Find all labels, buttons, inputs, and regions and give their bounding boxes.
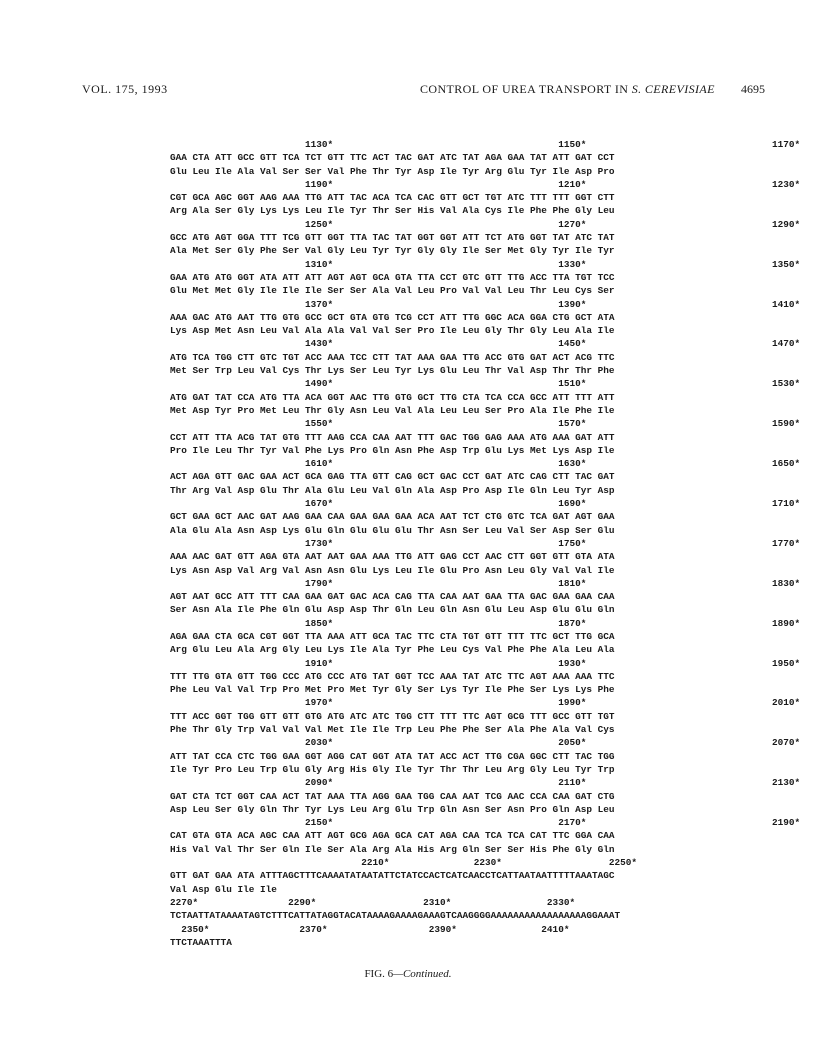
position-marker-line: 1790* 1810* 1830* (170, 577, 801, 589)
amino-acid-line: Phe Thr Gly Trp Val Val Val Met Ile Ile Trp Leu Phe Phe Ser Ala Phe Ala Val Cys (170, 724, 615, 736)
running-title (420, 82, 715, 97)
position-marker-line: 1850* 1870* 1890* (170, 617, 801, 629)
amino-acid-line: Lys Asp Met Asn Leu Val Ala Ala Val Val Ser Pro Ile Leu Gly Thr Gly Leu Ala Ile (170, 325, 615, 337)
nucleotide-line: AAA GAC ATG AAT TTG GTG GCC GCT GTA GTG TCG CCT ATT TTG GGC ACA GGA CTG GCT ATA (170, 311, 615, 323)
nucleotide-line: AGT AAT GCC ATT TTT CAA GAA GAT GAC ACA CAG TTA CAA AAT GAA TTA GAC GAA GAA CAA (170, 591, 615, 603)
figure-label: FIG. 6 (364, 968, 394, 980)
position-marker-line: 1670* 1690* 1710* (170, 498, 801, 510)
amino-acid-line: Lys Asn Asp Val Arg Val Asn Asn Glu Lys Leu Ile Glu Pro Asn Leu Gly Val Val Ile (170, 564, 615, 576)
amino-acid-line: Ala Glu Ala Asn Asp Lys Glu Gln Glu Glu Glu Thr Asn Ser Leu Val Ser Asp Ser Glu (170, 524, 615, 536)
position-marker-line: 1490* 1510* 1530* (170, 378, 801, 390)
position-marker-line: 1550* 1570* 1590* (170, 418, 801, 430)
position-marker-line: 1130* 1150* 1170* (170, 139, 801, 150)
figure-caption (0, 968, 816, 980)
position-marker-line: 1430* 1450* 1470* (170, 338, 801, 350)
amino-acid-line: Asp Leu Ser Gly Gln Thr Tyr Lys Leu Arg Glu Trp Gln Asn Ser Asn Pro Gln Asp Leu (170, 803, 615, 815)
nucleotide-line: GAA ATG ATG GGT ATA ATT ATT AGT AGT GCA GTA TTA CCT GTC GTT TTG ACC TTA TGT TCC (170, 271, 615, 283)
position-marker-line: 1250* 1270* 1290* (170, 218, 801, 230)
position-marker-line: 1610* 1630* 1650* (170, 458, 801, 470)
nucleotide-line: CAT GTA GTA ACA AGC CAA ATT AGT GCG AGA GCA CAT AGA CAA TCA TCA CAT TTC GGA CAA (170, 830, 615, 842)
amino-acid-line: Glu Leu Ile Ala Val Ser Ser Val Phe Thr Tyr Asp Ile Tyr Arg Glu Tyr Ile Asp Pro (170, 165, 615, 177)
amino-acid-line: Pro Ile Leu Thr Tyr Val Phe Lys Pro Gln Asn Phe Asp Trp Glu Lys Met Lys Asp Ile (170, 444, 615, 456)
nucleotide-line: ATG GAT TAT CCA ATG TTA ACA GGT AAC TTG GTG GCT TTG CTA TCA CCA GCC ATT TTT ATT (170, 391, 615, 403)
amino-acid-line: Glu Met Met Gly Ile Ile Ile Ser Ser Ala Val Leu Pro Val Val Leu Thr Leu Cys Ser (170, 285, 615, 297)
amino-acid-line: Ile Tyr Pro Leu Trp Glu Gly Arg His Gly Ile Tyr Thr Thr Leu Arg Gly Leu Tyr Trp (170, 763, 615, 775)
position-marker-line: 1970* 1990* 2010* (170, 697, 801, 709)
nucleotide-line: GTT GAT GAA ATA ATTTAGCTTTCAAAATATAATATTCTATCCACTCATCAACCTCATTAATAATTTTTAAATAGC (170, 870, 615, 882)
nucleotide-line: TCTAATTATAAAATAGTCTTTCATTATAGGTACATAAAAGAAAAGAAAGTCAAGGGGAAAAAAAAAAAAAAAAAGGAAAT (170, 910, 621, 922)
nucleotide-line: ACT AGA GTT GAC GAA ACT GCA GAG TTA GTT CAG GCT GAC CCT GAT ATC CAG CTT TAC GAT (170, 471, 615, 483)
position-marker-line: 1730* 1750* 1770* (170, 537, 801, 549)
nucleotide-line: TTT TTG GTA GTT TGG CCC ATG CCC ATG TAT GGT TCC AAA TAT ATC TTC AGT AAA AAA TTC (170, 670, 615, 682)
sequence-figure (170, 138, 801, 949)
position-marker-line: 2030* 2050* 2070* (170, 737, 801, 749)
nucleotide-line: AAA AAC GAT GTT AGA GTA AAT AAT GAA AAA TTG ATT GAG CCT AAC CTT GGT GTT GTA ATA (170, 551, 615, 563)
amino-acid-line: Thr Arg Val Asp Glu Thr Ala Glu Leu Val Gln Ala Asp Pro Asp Ile Gln Leu Tyr Asp (170, 484, 615, 496)
position-marker-line: 1310* 1330* 1350* (170, 258, 801, 270)
nucleotide-line: ATG TCA TGG CTT GTC TGT ACC AAA TCC CTT TAT AAA GAA TTG ACC GTG GAT ACT ACG TTC (170, 351, 615, 363)
nucleotide-line: TTCTAAATTTA (170, 936, 232, 948)
nucleotide-line: CCT ATT TTA ACG TAT GTG TTT AAG CCA CAA AAT TTT GAC TGG GAG AAA ATG AAA GAT ATT (170, 431, 615, 443)
amino-acid-line: Met Asp Tyr Pro Met Leu Thr Gly Asn Leu Val Ala Leu Leu Ser Pro Ala Ile Phe Ile (170, 404, 615, 416)
position-marker-line: 1190* 1210* 1230* (170, 178, 801, 190)
figure-continued: —Continued. (393, 968, 452, 980)
amino-acid-line: Arg Glu Leu Ala Arg Gly Leu Lys Ile Ala Tyr Phe Leu Cys Val Phe Phe Ala Leu Ala (170, 644, 615, 656)
position-marker-line: 2350* 2370* 2390* 2410* (170, 923, 570, 935)
nucleotide-line: GCT GAA GCT AAC GAT AAG GAA CAA GAA GAA GAA ACA AAT TCT CTG GTC TCA GAT AGT GAA (170, 511, 615, 523)
position-marker-line: 1370* 1390* 1410* (170, 298, 801, 310)
nucleotide-line: TTT ACC GGT TGG GTT GTT GTG ATG ATC ATC TGG CTT TTT TTC AGT GCG TTT GCC GTT TGT (170, 710, 615, 722)
amino-acid-line: His Val Val Thr Ser Gln Ile Ser Ala Arg Ala His Arg Gln Ser Ser His Phe Gly Gln (170, 843, 615, 855)
position-marker-line: 2210* 2230* 2250* (170, 857, 637, 869)
page-number: 4695 (741, 82, 765, 96)
nucleotide-line: GAA CTA ATT GCC GTT TCA TCT GTT TTC ACT TAC GAT ATC TAT AGA GAA TAT ATT GAT CCT (170, 152, 615, 164)
amino-acid-line: Phe Leu Val Val Trp Pro Met Pro Met Tyr Gly Ser Lys Tyr Ile Phe Ser Lys Lys Phe (170, 684, 615, 696)
running-title-species: S. CEREVISIAE (631, 82, 715, 96)
journal-volume: VOL. 175, 1993 (82, 82, 168, 96)
position-marker-line: 2090* 2110* 2130* (170, 777, 801, 789)
position-marker-line: 1910* 1930* 1950* (170, 657, 801, 669)
running-title-prefix: CONTROL OF UREA TRANSPORT IN (420, 82, 632, 96)
nucleotide-line: ATT TAT CCA CTC TGG GAA GGT AGG CAT GGT ATA TAT ACC ACT TTG CGA GGC CTT TAC TGG (170, 750, 615, 762)
nucleotide-line: GAT CTA TCT GGT CAA ACT TAT AAA TTA AGG GAA TGG CAA AAT TCG AAC CCA CAA GAT CTG (170, 790, 615, 802)
position-marker-line: 2150* 2170* 2190* (170, 817, 801, 829)
position-marker-line: 2270* 2290* 2310* 2330* (170, 896, 576, 908)
amino-acid-line: Val Asp Glu Ile Ile (170, 883, 277, 895)
nucleotide-line: AGA GAA CTA GCA CGT GGT TTA AAA ATT GCA TAC TTC CTA TGT GTT TTT TTC GCT TTG GCA (170, 630, 615, 642)
nucleotide-line: CGT GCA AGC GGT AAG AAA TTG ATT TAC ACA TCA CAC GTT GCT TGT ATC TTT TTT GGT CTT (170, 192, 615, 204)
nucleotide-line: GCC ATG AGT GGA TTT TCG GTT GGT TTA TAC TAT GGT GGT ATT TCT ATG GGT TAT ATC TAT (170, 232, 615, 244)
amino-acid-line: Met Ser Trp Leu Val Cys Thr Lys Ser Leu Tyr Lys Glu Leu Thr Val Asp Thr Thr Phe (170, 365, 615, 377)
amino-acid-line: Ala Met Ser Gly Phe Ser Val Gly Leu Tyr Tyr Gly Gly Ile Ser Met Gly Tyr Ile Tyr (170, 245, 615, 257)
amino-acid-line: Arg Ala Ser Gly Lys Lys Leu Ile Tyr Thr Ser His Val Ala Cys Ile Phe Phe Gly Leu (170, 205, 615, 217)
amino-acid-line: Ser Asn Ala Ile Phe Gln Glu Asp Asp Thr Gln Leu Gln Asn Glu Leu Asp Glu Glu Gln (170, 604, 615, 616)
